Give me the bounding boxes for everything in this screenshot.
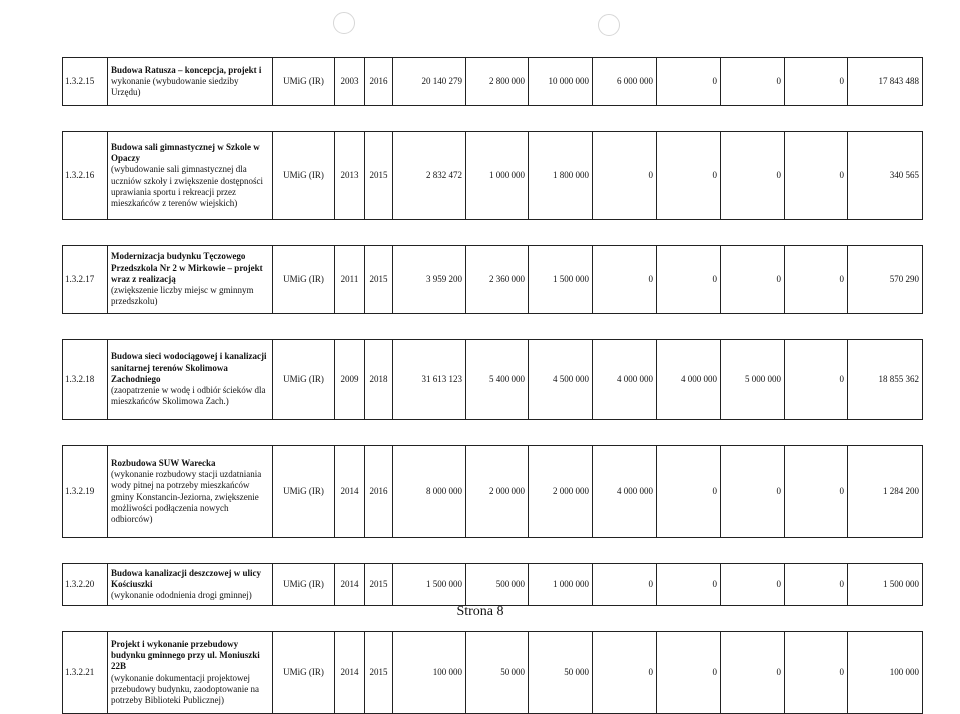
item-details: (wybudowanie sali gimnastycznej dla uczniów szkoły i zwiększenie dostępności uprawiania sportu i rekreacji przez mieszkańców z terenów wiejskich) bbox=[111, 164, 263, 208]
period-from: 2011 bbox=[335, 246, 365, 314]
row-gap bbox=[63, 420, 923, 446]
amount-y2: 1 800 000 bbox=[529, 132, 593, 220]
amount-y1: 50 000 bbox=[466, 632, 529, 714]
amount-y1: 2 360 000 bbox=[466, 246, 529, 314]
amount-y1: 2 800 000 bbox=[466, 58, 529, 106]
amount-y2: 1 500 000 bbox=[529, 246, 593, 314]
period-from: 2003 bbox=[335, 58, 365, 106]
item-description bbox=[108, 564, 273, 606]
period-to: 2018 bbox=[365, 340, 393, 420]
period-to: 2016 bbox=[365, 446, 393, 538]
item-code: 1.3.2.16 bbox=[63, 132, 108, 220]
row-gap-cell bbox=[63, 220, 923, 246]
item-details: (zwiększenie liczby miejsc w gminnym przedszkolu) bbox=[111, 285, 254, 307]
responsible-unit: UMiG (IR) bbox=[273, 58, 335, 106]
item-description bbox=[108, 58, 273, 106]
amount-total: 100 000 bbox=[393, 632, 466, 714]
punch-hole-right bbox=[598, 14, 620, 36]
amount-y4: 0 bbox=[657, 132, 721, 220]
amount-y6: 0 bbox=[785, 446, 848, 538]
amount-y3: 0 bbox=[593, 632, 657, 714]
amount-y3: 6 000 000 bbox=[593, 58, 657, 106]
amount-y5: 0 bbox=[721, 132, 785, 220]
amount-y5: 0 bbox=[721, 446, 785, 538]
item-details: (zaopatrzenie w wodę i odbiór ścieków dla mieszkańców Skolimowa Zach.) bbox=[111, 385, 266, 407]
amount-y4: 0 bbox=[657, 58, 721, 106]
amount-total: 20 140 279 bbox=[393, 58, 466, 106]
amount-y5: 0 bbox=[721, 58, 785, 106]
amount-limit: 340 565 bbox=[848, 132, 923, 220]
period-to: 2015 bbox=[365, 132, 393, 220]
amount-y1: 2 000 000 bbox=[466, 446, 529, 538]
item-code: 1.3.2.18 bbox=[63, 340, 108, 420]
item-code: 1.3.2.15 bbox=[63, 58, 108, 106]
amount-y1: 500 000 bbox=[466, 564, 529, 606]
item-title: Budowa Ratusza – koncepcja, projekt i bbox=[111, 64, 262, 75]
amount-limit: 570 290 bbox=[848, 246, 923, 314]
period-from: 2009 bbox=[335, 340, 365, 420]
amount-y1: 1 000 000 bbox=[466, 132, 529, 220]
amount-y3: 4 000 000 bbox=[593, 340, 657, 420]
table-row bbox=[63, 564, 923, 606]
amount-y5: 0 bbox=[721, 632, 785, 714]
amount-total: 1 500 000 bbox=[393, 564, 466, 606]
amount-total: 2 832 472 bbox=[393, 132, 466, 220]
amount-y3: 4 000 000 bbox=[593, 446, 657, 538]
item-description bbox=[108, 132, 273, 220]
item-details: (wykonanie dokumentacji projektowej przebudowy budynku, zaodoptowanie na potrzeby Biblioteki Publicznej) bbox=[111, 672, 259, 705]
responsible-unit: UMiG (IR) bbox=[273, 132, 335, 220]
item-details: (wykonanie ododnienia drogi gminnej) bbox=[111, 590, 252, 601]
item-description bbox=[108, 446, 273, 538]
item-title: Modernizacja budynku Tęczowego Przedszkola Nr 2 w Mirkowie – projekt wraz z realizacją bbox=[111, 251, 263, 284]
table-row bbox=[63, 446, 923, 538]
responsible-unit: UMiG (IR) bbox=[273, 340, 335, 420]
item-title: Projekt i wykonanie przebudowy budynku gminnego przy ul. Moniuszki 22B bbox=[111, 638, 260, 672]
amount-limit: 1 500 000 bbox=[848, 564, 923, 606]
amount-y3: 0 bbox=[593, 564, 657, 606]
item-description bbox=[108, 340, 273, 420]
period-to: 2015 bbox=[365, 564, 393, 606]
amount-limit: 1 284 200 bbox=[848, 446, 923, 538]
amount-y2: 10 000 000 bbox=[529, 58, 593, 106]
item-code: 1.3.2.17 bbox=[63, 246, 108, 314]
amount-y3: 0 bbox=[593, 246, 657, 314]
amount-y4: 4 000 000 bbox=[657, 340, 721, 420]
item-title: Budowa sieci wodociągowej i kanalizacji sanitarnej terenów Skolimowa Zachodniego bbox=[111, 351, 267, 384]
amount-y2: 4 500 000 bbox=[529, 340, 593, 420]
page-number: Strona 8 bbox=[456, 604, 504, 619]
row-gap bbox=[63, 314, 923, 340]
amount-y2: 2 000 000 bbox=[529, 446, 593, 538]
row-gap-cell bbox=[63, 106, 923, 132]
amount-y6: 0 bbox=[785, 340, 848, 420]
period-to: 2015 bbox=[365, 632, 393, 714]
period-from: 2014 bbox=[335, 446, 365, 538]
table-row bbox=[63, 340, 923, 420]
responsible-unit: UMiG (IR) bbox=[273, 446, 335, 538]
responsible-unit: UMiG (IR) bbox=[273, 246, 335, 314]
amount-y6: 0 bbox=[785, 58, 848, 106]
amount-total: 31 613 123 bbox=[393, 340, 466, 420]
amount-y6: 0 bbox=[785, 632, 848, 714]
amount-y2: 50 000 bbox=[529, 632, 593, 714]
item-description bbox=[108, 632, 273, 714]
amount-y5: 0 bbox=[721, 564, 785, 606]
row-gap bbox=[63, 220, 923, 246]
item-description bbox=[108, 246, 273, 314]
period-to: 2016 bbox=[365, 58, 393, 106]
item-title: Budowa sali gimnastycznej w Szkole w Opaczy bbox=[111, 141, 260, 163]
punch-hole-left bbox=[333, 12, 355, 34]
item-details: wykonanie (wybudowanie siedziby Urzędu) bbox=[111, 75, 239, 98]
item-code: 1.3.2.21 bbox=[63, 632, 108, 714]
amount-y6: 0 bbox=[785, 564, 848, 606]
amount-limit: 100 000 bbox=[848, 632, 923, 714]
responsible-unit: UMiG (IR) bbox=[273, 632, 335, 714]
row-gap-cell bbox=[63, 538, 923, 564]
responsible-unit: UMiG (IR) bbox=[273, 564, 335, 606]
item-title: Rozbudowa SUW Warecka bbox=[111, 457, 216, 468]
item-details: (wykonanie rozbudowy stacji uzdatniania wody pitnej na potrzeby mieszkańców gminy Konstancin-Jeziorna, zwiększenie możliwości podłączenia nowych odbiorców) bbox=[111, 469, 262, 524]
table-row bbox=[63, 632, 923, 714]
amount-y4: 0 bbox=[657, 632, 721, 714]
amount-y5: 5 000 000 bbox=[721, 340, 785, 420]
item-title: Budowa kanalizacji deszczowej w ulicy Kościuszki bbox=[111, 567, 261, 589]
table-row bbox=[63, 58, 923, 106]
amount-y4: 0 bbox=[657, 446, 721, 538]
amount-y3: 0 bbox=[593, 132, 657, 220]
item-code: 1.3.2.19 bbox=[63, 446, 108, 538]
period-to: 2015 bbox=[365, 246, 393, 314]
row-gap bbox=[63, 106, 923, 132]
amount-y2: 1 000 000 bbox=[529, 564, 593, 606]
amount-y4: 0 bbox=[657, 564, 721, 606]
row-gap-cell bbox=[63, 314, 923, 340]
amount-y6: 0 bbox=[785, 246, 848, 314]
row-gap bbox=[63, 538, 923, 564]
row-gap-cell bbox=[63, 420, 923, 446]
table-row bbox=[63, 132, 923, 220]
amount-limit: 18 855 362 bbox=[848, 340, 923, 420]
period-from: 2014 bbox=[335, 632, 365, 714]
amount-total: 8 000 000 bbox=[393, 446, 466, 538]
table-row bbox=[63, 246, 923, 314]
amount-limit: 17 843 488 bbox=[848, 58, 923, 106]
period-from: 2013 bbox=[335, 132, 365, 220]
amount-y5: 0 bbox=[721, 246, 785, 314]
amount-total: 3 959 200 bbox=[393, 246, 466, 314]
amount-y1: 5 400 000 bbox=[466, 340, 529, 420]
amount-y6: 0 bbox=[785, 132, 848, 220]
period-from: 2014 bbox=[335, 564, 365, 606]
item-code: 1.3.2.20 bbox=[63, 564, 108, 606]
amount-y4: 0 bbox=[657, 246, 721, 314]
